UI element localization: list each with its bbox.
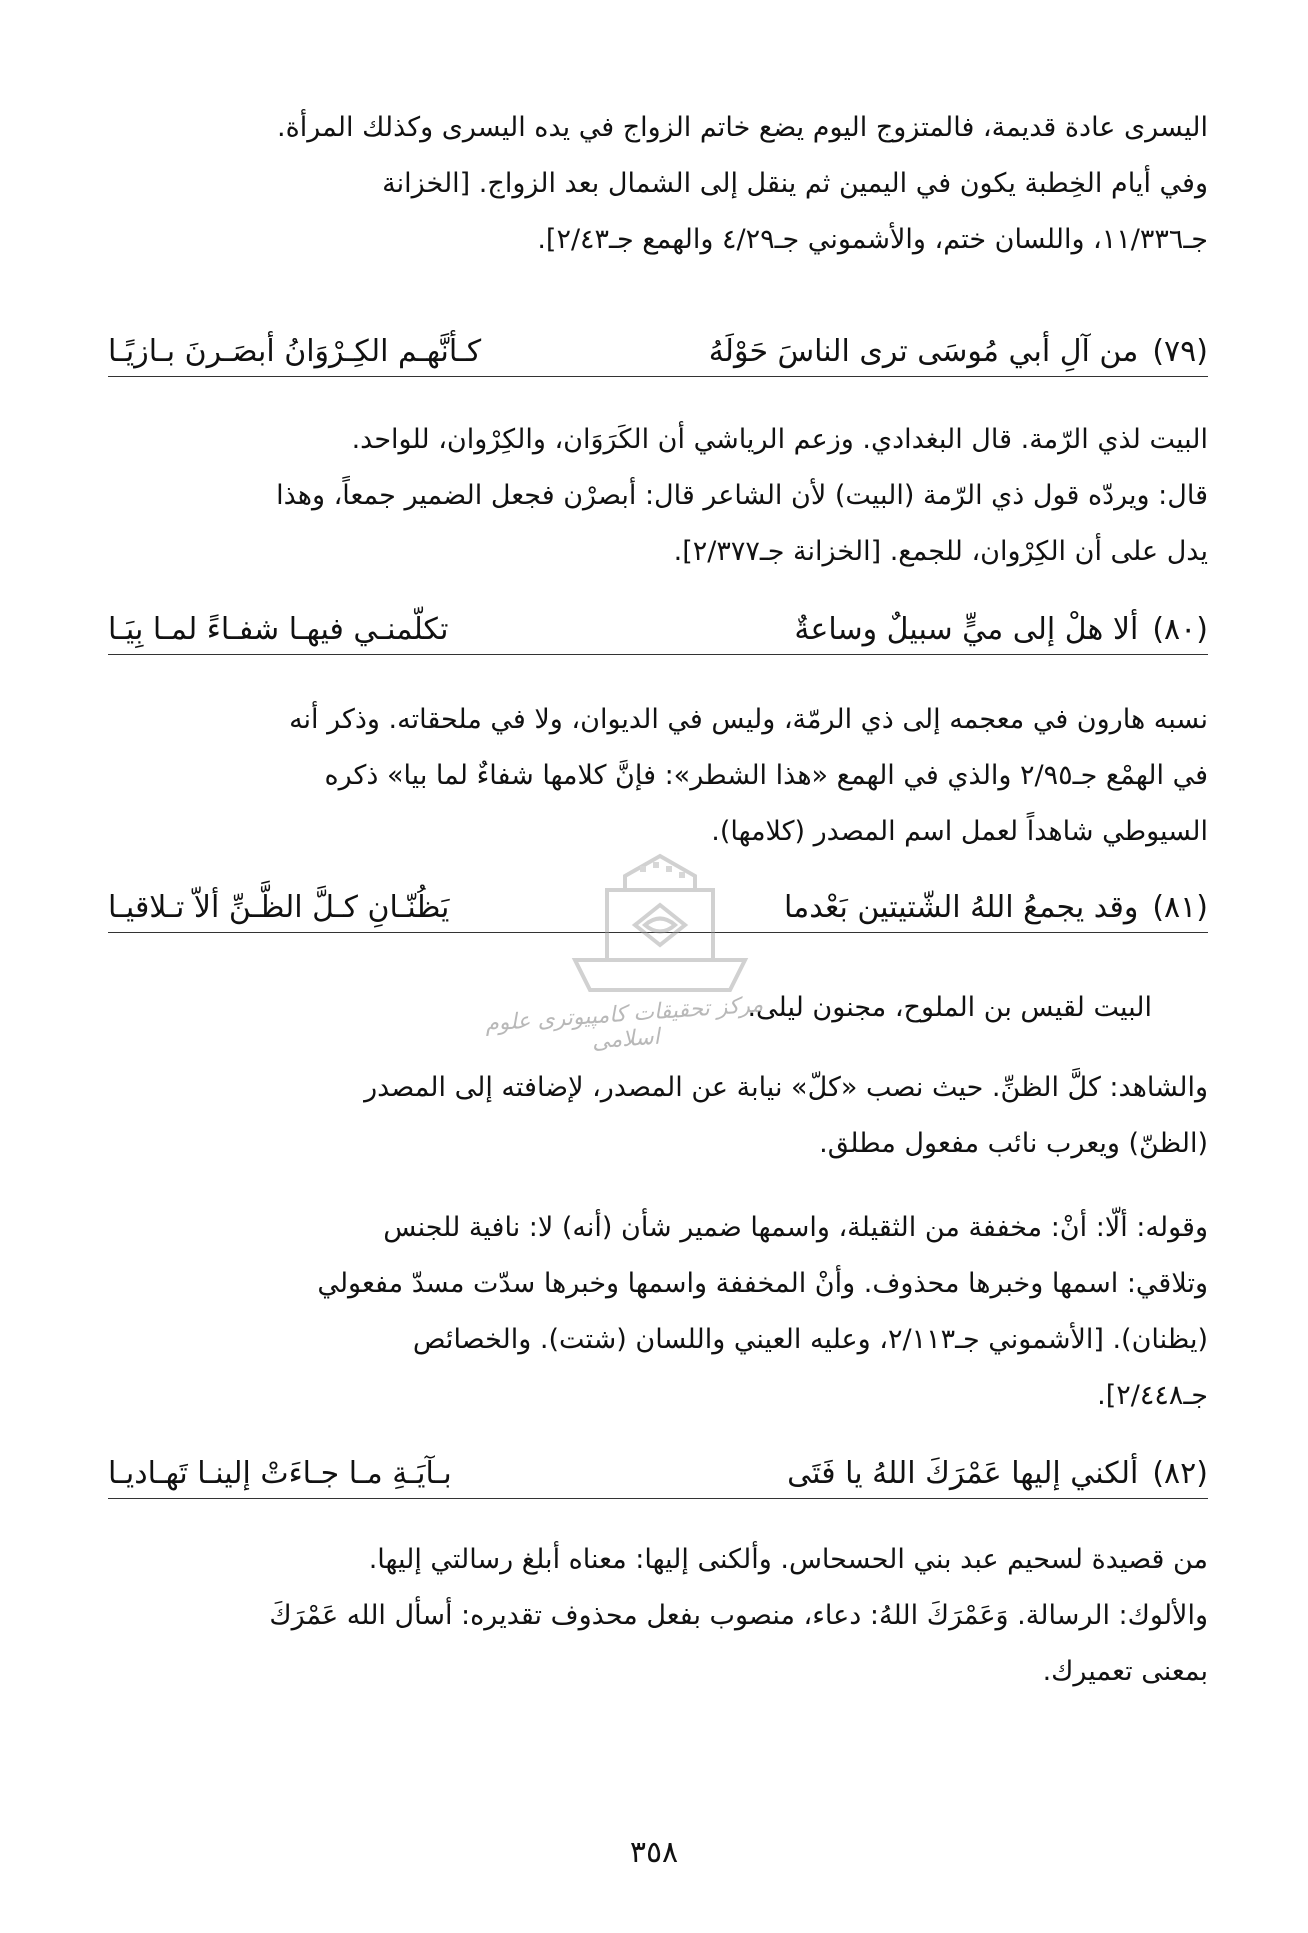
text-line: البيت لقيس بن الملوح، مجنون ليلى. — [747, 992, 1152, 1023]
text-line: بمعنى تعميرك. — [1042, 1656, 1208, 1687]
verse-second-hemistich: تكلّمنـي فيهـا شفـاءً لمـا بِيَـا — [107, 612, 449, 647]
text-line: في الهمْع جـ٢/٩٥ والذي في الهمع «هذا الشطر»: فإنَّ كلامها شفاءٌ لما بيا» ذكره — [324, 760, 1208, 791]
text-line: (الظنّ) ويعرب نائب مفعول مطلق. — [819, 1128, 1208, 1159]
paragraph-3 — [108, 692, 1208, 860]
text-line: قال: ويردّه قول ذي الرّمة (البيت) لأن الشاعر قال: أبصرْن فجعل الضمير جمعاً، وهذا — [276, 480, 1208, 511]
verse-second-hemistich: بـآيَـةِ مـا جـاءَتْ إلينـا تَهـاديـا — [108, 1456, 452, 1491]
verse-first-hemistich: ألكني إليها عَمْرَكَ اللهُ يا فَتَى — [787, 1456, 1139, 1491]
paragraph-2 — [108, 412, 1208, 580]
paragraph-6 — [108, 1532, 1208, 1700]
text-line: البيت لذي الرّمة. قال البغدادي. وزعم الرياشي أن الكَرَوَان، والكِرْوان، للواحد. — [351, 424, 1208, 455]
text-line: السيوطي شاهداً لعمل اسم المصدر (كلامها). — [711, 816, 1208, 847]
text-line: (يظنان). [الأشموني جـ٢/١١٣، وعليه العيني واللسان (شتت). والخصائص — [412, 1324, 1208, 1355]
text-line: وتلاقي: اسمها وخبرها محذوف. وأنْ المخففة واسمها وخبرها سدّت مسدّ مفعولي — [317, 1268, 1208, 1299]
verse-80 — [108, 608, 1208, 655]
verse-second-hemistich: كـأنَّهـم الكِـرْوَانُ أبصَـرنَ بـازيًـا — [108, 334, 482, 369]
verse-first-hemistich: من آلِ أبي مُوسَى ترى الناسَ حَوْلَهُ — [708, 334, 1139, 369]
paragraph-5 — [108, 1200, 1208, 1424]
text-line: والألوك: الرسالة. وَعَمْرَكَ اللهُ: دعاء، منصوب بفعل محذوف تقديره: أسأل الله عَمْرَكَ — [269, 1600, 1208, 1631]
verse-79 — [108, 330, 1208, 377]
text-line: اليسرى عادة قديمة، فالمتزوج اليوم يضع خاتم الزواج في يده اليسرى وكذلك المرأة. — [277, 112, 1208, 143]
text-line: يدل على أن الكِرْوان، للجمع. [الخزانة جـ٢/٣٧٧]. — [673, 536, 1208, 567]
text-line: جـ٢/٤٤٨]. — [1097, 1380, 1208, 1411]
page-number: ٣٥٨ — [629, 1835, 679, 1870]
verse-number: (٨١) — [1152, 890, 1208, 925]
paragraph-1 — [108, 100, 1208, 268]
text-line: والشاهد: كلَّ الظنِّ. حيث نصب «كلّ» نيابة عن المصدر، لإضافته إلى المصدر — [364, 1072, 1208, 1103]
verse-81 — [108, 886, 1208, 933]
text-line: وفي أيام الخِطبة يكون في اليمين ثم ينقل إلى الشمال بعد الزواج. [الخزانة — [382, 168, 1208, 199]
watermark-caption: مرکز تحقیقات کامپیوتری علوم اسلامی — [484, 992, 764, 1055]
text-line: وقوله: ألّا: أنْ: مخففة من الثقيلة، واسمها ضمير شأن (أنه) لا: نافية للجنس — [383, 1212, 1208, 1243]
verse-second-hemistich: يَظُنّـانِ كـلَّ الظَّـنِّ ألاّ تـلاقيـا — [107, 890, 450, 925]
verse-first-hemistich: ألا هلْ إلى ميٍّ سبيلٌ وساعةٌ — [794, 612, 1139, 647]
verse-82 — [108, 1452, 1208, 1499]
text-line: جـ١١/٣٣٦، واللسان ختم، والأشموني جـ٤/٢٩ والهمع جـ٢/٤٣]. — [537, 224, 1208, 255]
verse-first-hemistich: وقد يجمعُ اللهُ الشّتيتين بَعْدما — [784, 890, 1139, 925]
attribution-81 — [108, 980, 1208, 1036]
verse-number: (٧٩) — [1152, 334, 1208, 369]
verse-number: (٨٠) — [1152, 612, 1208, 647]
paragraph-4 — [108, 1060, 1208, 1172]
verse-number: (٨٢) — [1152, 1456, 1208, 1491]
text-line: نسبه هارون في معجمه إلى ذي الرمّة، وليس في الديوان، ولا في ملحقاته. وذكر أنه — [289, 704, 1208, 735]
text-line: من قصيدة لسحيم عبد بني الحسحاس. وألكنى إليها: معناه أبلغ رسالتي إليها. — [368, 1544, 1208, 1575]
